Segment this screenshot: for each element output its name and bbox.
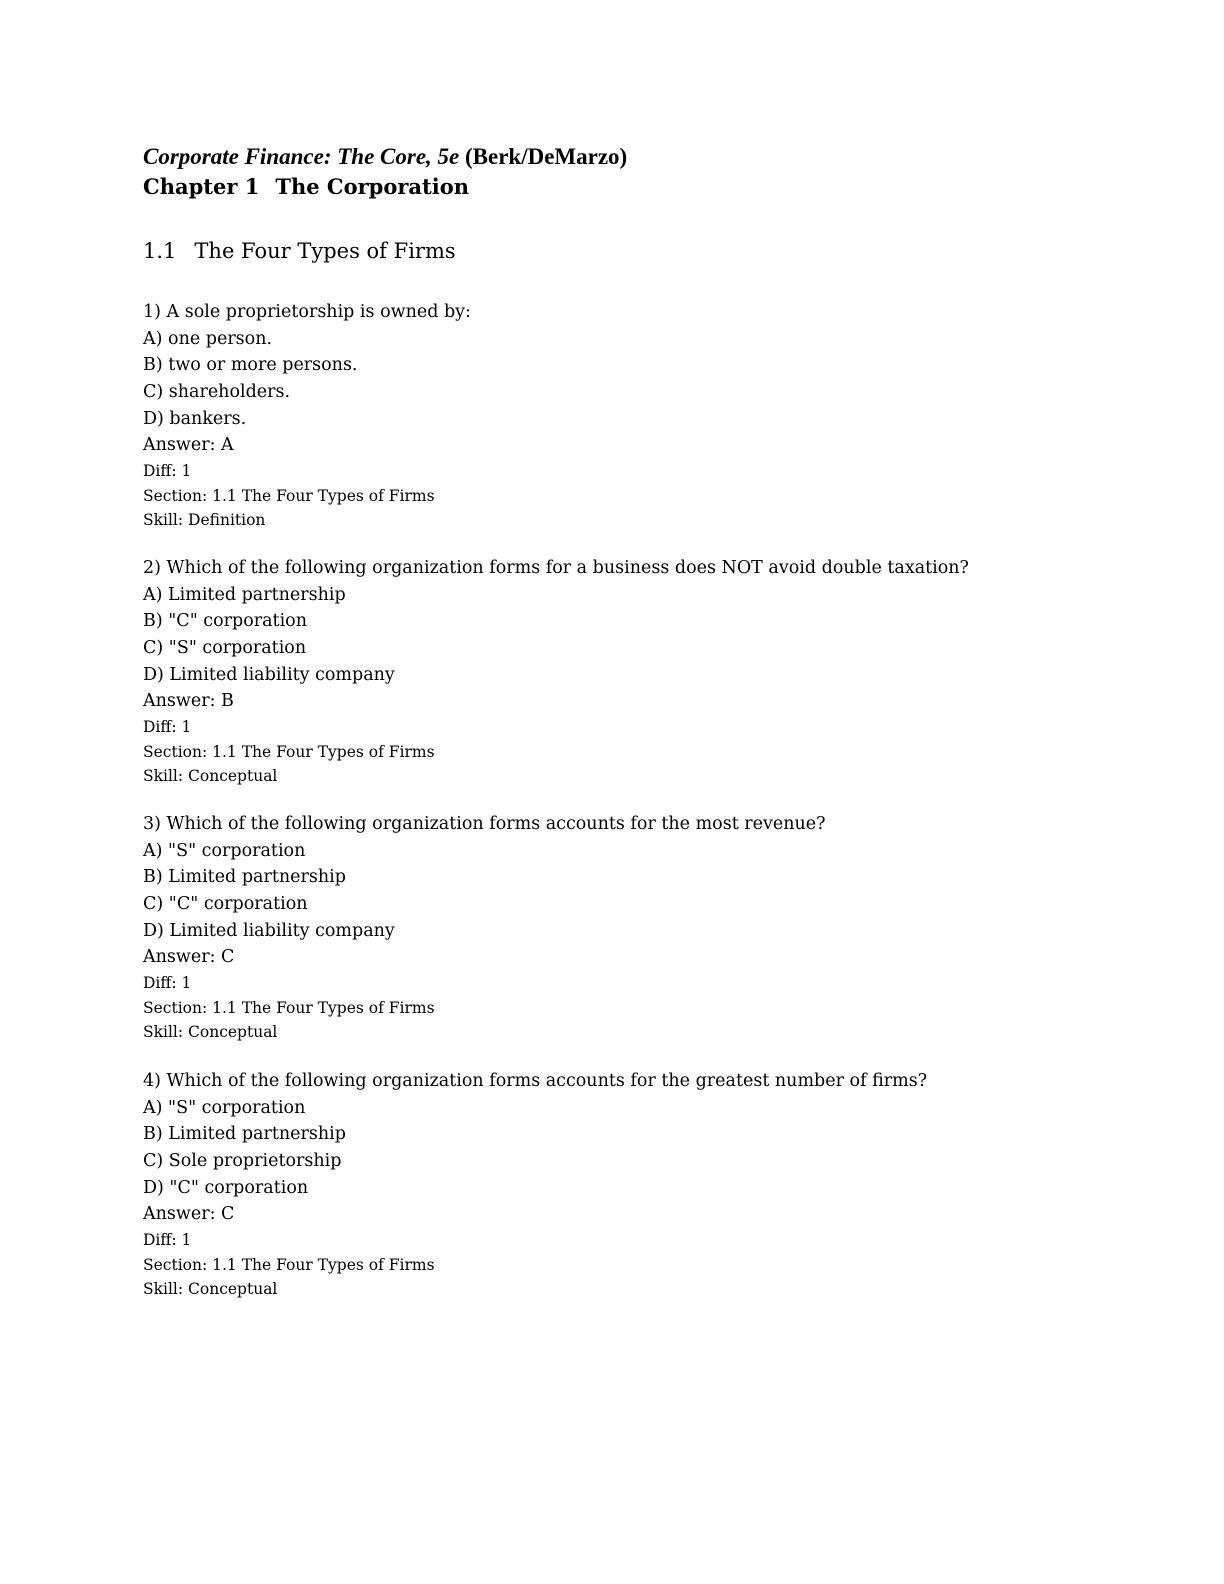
section-heading	[143, 236, 456, 266]
skill: Skill: Definition	[143, 511, 266, 530]
skill: Skill: Conceptual	[143, 1280, 278, 1299]
option-b: B) "C" corporation	[143, 611, 307, 632]
difficulty: Diff: 1	[143, 718, 192, 737]
answer: Answer: C	[143, 1204, 235, 1225]
question-stem: 1) A sole proprietorship is owned by:	[143, 302, 471, 322]
question-1	[143, 299, 1143, 533]
section-name: The Four Types of Firms	[194, 239, 456, 263]
book-title-italic: Corporate Finance: The Core, 5e	[143, 144, 460, 169]
difficulty: Diff: 1	[143, 462, 192, 481]
skill: Skill: Conceptual	[143, 1023, 278, 1042]
option-c: C) shareholders.	[143, 382, 291, 403]
answer: Answer: C	[143, 947, 235, 968]
option-a: A) Limited partnership	[143, 584, 346, 605]
book-authors: (Berk/DeMarzo)	[465, 144, 628, 169]
question-3	[143, 811, 1143, 1045]
option-c: C) "C" corporation	[143, 894, 308, 915]
section-number: 1.1	[143, 239, 177, 263]
option-d: D) Limited liability company	[143, 920, 395, 941]
option-a: A) "S" corporation	[143, 1097, 306, 1118]
section-ref: Section: 1.1 The Four Types of Firms	[143, 742, 435, 761]
difficulty: Diff: 1	[143, 1231, 192, 1250]
question-4	[143, 1068, 1143, 1302]
option-a: A) "S" corporation	[143, 840, 306, 861]
chapter-number: Chapter 1	[143, 174, 260, 199]
book-title	[143, 142, 627, 172]
section-ref: Section: 1.1 The Four Types of Firms	[143, 486, 435, 505]
option-d: D) bankers.	[143, 408, 247, 429]
option-c: C) "S" corporation	[143, 638, 307, 659]
section-ref: Section: 1.1 The Four Types of Firms	[143, 1255, 435, 1274]
option-d: D) "C" corporation	[143, 1177, 309, 1198]
question-stem: 3) Which of the following organization forms accounts for the most revenue?	[143, 814, 826, 834]
skill: Skill: Conceptual	[143, 767, 278, 786]
section-ref: Section: 1.1 The Four Types of Firms	[143, 998, 435, 1017]
answer: Answer: B	[143, 691, 234, 712]
question-stem: 2) Which of the following organization forms for a business does NOT avoid double taxation?	[143, 558, 969, 578]
option-b: B) Limited partnership	[143, 867, 346, 888]
question-stem: 4) Which of the following organization forms accounts for the greatest number of firms?	[143, 1071, 928, 1091]
chapter-title	[143, 172, 469, 202]
option-b: B) two or more persons.	[143, 355, 358, 376]
difficulty: Diff: 1	[143, 974, 192, 993]
answer: Answer: A	[143, 435, 234, 456]
option-c: C) Sole proprietorship	[143, 1151, 342, 1172]
option-a: A) one person.	[143, 328, 273, 349]
option-b: B) Limited partnership	[143, 1124, 346, 1145]
option-d: D) Limited liability company	[143, 664, 395, 685]
question-2	[143, 555, 1143, 789]
chapter-name: The Corporation	[275, 174, 469, 199]
